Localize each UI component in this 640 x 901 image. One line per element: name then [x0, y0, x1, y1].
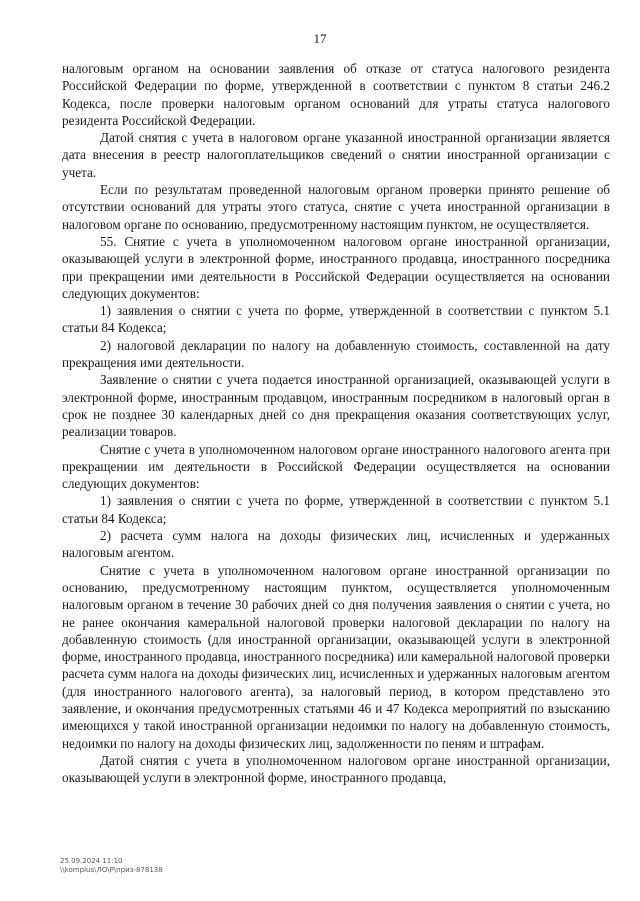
- footer-timestamp: 25.09.2024 11:10: [60, 857, 123, 865]
- list-item: 2) налоговой декларации по налогу на добавленную стоимость, составленной на дату прекращения ими деятельности.: [62, 337, 610, 371]
- document-footer: [60, 857, 163, 875]
- paragraph: Датой снятия с учета в уполномоченном налоговом органе иностранной организации, оказывающей услуги в электронной форме, иностранного продавца,: [62, 752, 610, 786]
- document-body: [62, 60, 610, 786]
- paragraph: Если по результатам проведенной налоговым органом проверки принято решение об отсутствии оснований для утраты этого статуса, снятие с учета иностранной организации в налоговом органе по основанию, предусмотренному настоящим пунктом, не осуществляется.: [62, 182, 610, 232]
- paragraph: Снятие с учета в уполномоченном налоговом органе иностранной организации по основанию, предусмотренному настоящим пунктом, осуществляется уполномоченным налоговым органом в течение 30 рабочих дней со дня получения заявления о снятии с учета, но не ранее окончания камеральной налоговой проверки налоговой декларации по налогу на добавленную стоимость (для иностранной организации, оказывающей услуги в электронной форме, иностранного продавца, иностранного посредника) или камеральной налоговой проверки расчета сумм налога на доходы физических лиц, исчисленных и удержанных налоговым агентом (для иностранного налогового агента), за налоговый период, в котором представлено это заявление, и окончания предусмотренных статьями 46 и 47 Кодекса мероприятий по взысканию имеющихся у такой иностранной организации недоимки по налогу на добавленную стоимость, недоимки по налогу на доходы физических лиц, задолженности по пеням и штрафам.: [62, 562, 610, 751]
- paragraph: Заявление о снятии с учета подается иностранной организацией, оказывающей услуги в электронной форме, иностранным продавцом, иностранным посредником в налоговый орган в срок не позднее 30 календарных дней со дня прекращения оказания соответствующих услуг, реализации товаров.: [62, 372, 610, 440]
- paragraph: налоговым органом на основании заявления об отказе от статуса налогового резидента Российской Федерации по форме, утвержденной в соответствии с пунктом 8 статьи 246.2 Кодекса, после проверки налоговым органом оснований для утраты статуса налогового резидента Российской Федерации.: [62, 61, 610, 128]
- footer-file-path: \\komplus\ЛО\Р\приз-878138: [60, 866, 163, 874]
- paragraph: 55. Снятие с учета в уполномоченном налоговом органе иностранной организации, оказывающей услуги в электронной форме, иностранного продавца, иностранного посредника при прекращении ими деятельности в Российской Федерации осуществляется на основании следующих документов:: [62, 233, 610, 301]
- page-number: 17: [313, 31, 327, 46]
- paragraph: Снятие с учета в уполномоченном налоговом органе иностранного налогового агента при прекращении им деятельности в Российской Федерации осуществляется на основании следующих документов:: [62, 441, 610, 492]
- list-item: 1) заявления о снятии с учета по форме, утвержденной в соответствии с пунктом 5.1 статьи 84 Кодекса;: [62, 493, 610, 526]
- list-item: 2) расчета сумм налога на доходы физических лиц, исчисленных и удержанных налоговым агентом.: [62, 528, 610, 561]
- paragraph: Датой снятия с учета в налоговом органе указанной иностранной организации является дата внесения в реестр налогоплательщиков сведений о снятии иностранной организации с учета.: [62, 130, 610, 180]
- list-item: 1) заявления о снятии с учета по форме, утвержденной в соответствии с пунктом 5.1 статьи 84 Кодекса;: [62, 303, 610, 336]
